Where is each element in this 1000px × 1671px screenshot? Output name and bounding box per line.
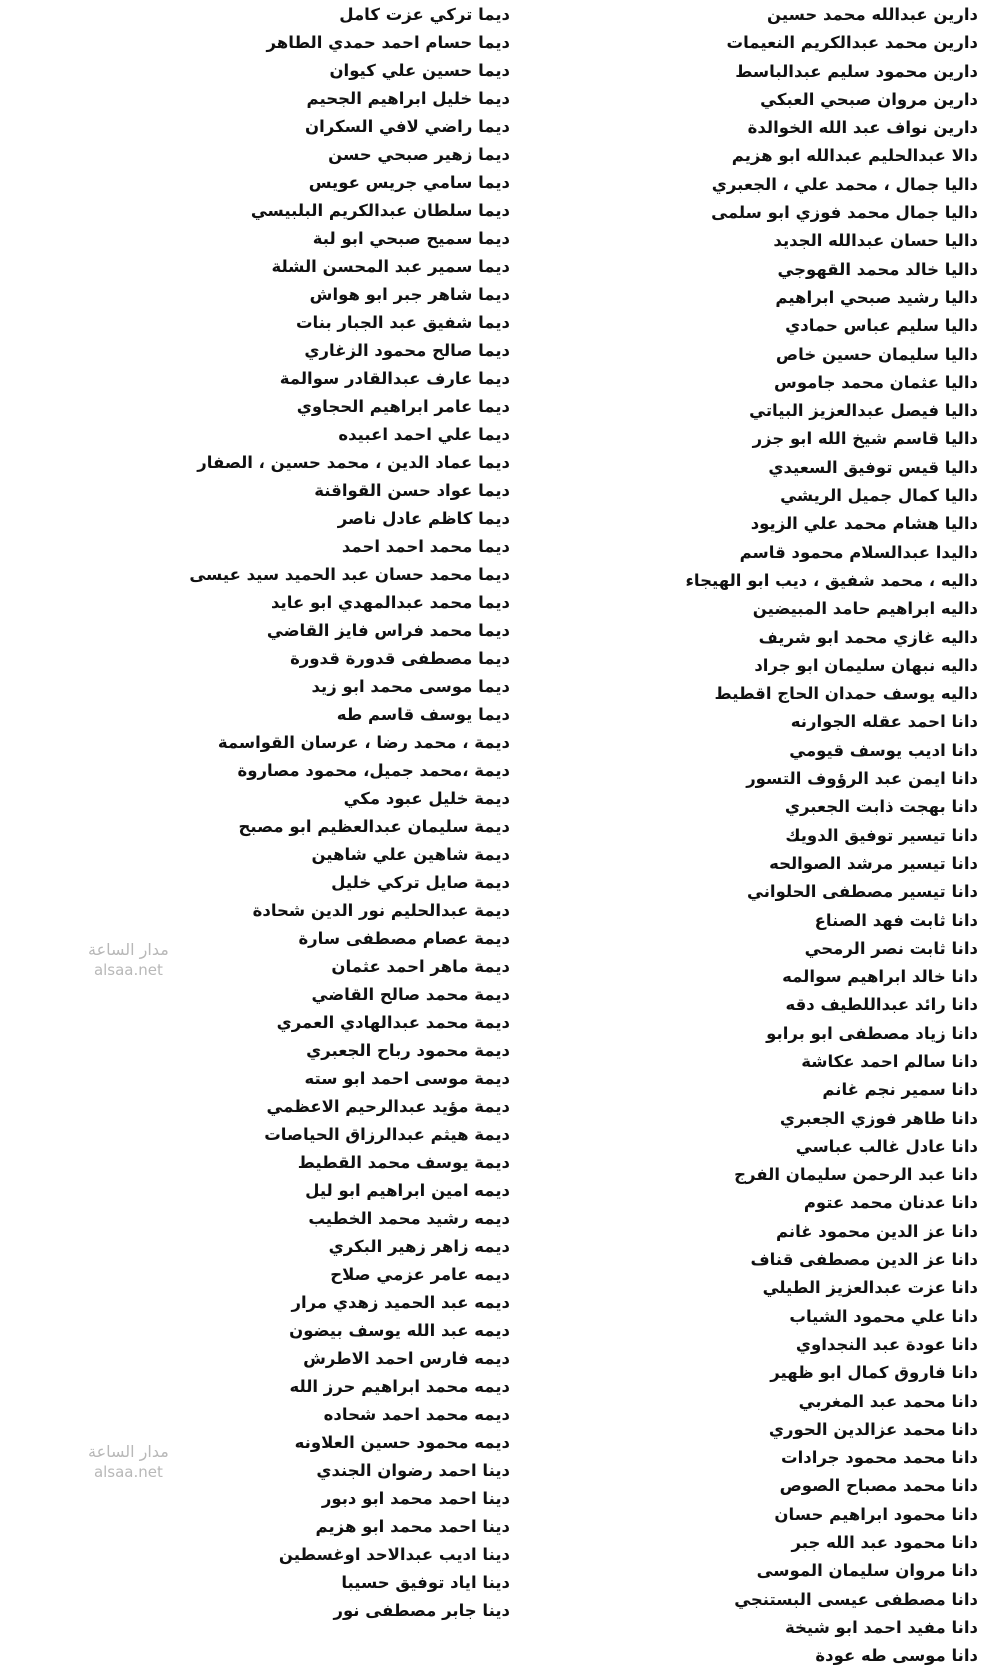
name-entry: داليا فيصل عبدالعزيز البياتي — [749, 401, 978, 421]
name-entry: ديمه محمود حسين العلاونه — [294, 1433, 510, 1452]
name-entry: دانا طاهر فوزي الجعبري — [779, 1108, 978, 1128]
name-entry: دينا جابر مصطفى نور — [333, 1601, 510, 1620]
name-entry: دينا احمد محمد ابو هزيم — [315, 1517, 510, 1536]
name-entry: دانا محمد مصباح الصوص — [779, 1476, 978, 1496]
name-entry: دانا تيسير مصطفى الحلواني — [747, 882, 978, 902]
name-entry: ديما مصطفى قدورة قدورة — [290, 649, 510, 668]
name-entry: ديما محمد حسان عبد الحميد سيد عيسى — [189, 565, 510, 584]
name-entry: داليا جمال ، محمد علي ، الجعبري — [711, 174, 978, 194]
name-entry: ديمة سليمان عبدالعظيم ابو مصبح — [238, 817, 510, 836]
name-entry: دارين محمود سليم عبدالباسط — [735, 61, 978, 81]
watermark-arabic: مدار الساعة — [88, 1442, 169, 1461]
name-entry: دانا محمد محمود جرادات — [781, 1448, 978, 1468]
name-entry: دانا تيسير توفيق الدويك — [785, 825, 978, 845]
name-entry: داليا خالد محمد القهوجي — [777, 259, 978, 279]
name-entry: ديمة يوسف محمد القطيط — [297, 1153, 510, 1172]
name-entry: ديمة شاهين علي شاهين — [311, 845, 510, 864]
name-entry: داليا قاسم شيخ الله ابو جزر — [752, 429, 978, 449]
name-entry: ديما سلطان عبدالكريم البلبيسي — [250, 201, 510, 220]
names-column-right — [578, 1, 978, 1671]
name-entry: دانا عدنان محمد عتوم — [803, 1193, 978, 1213]
name-entry: دانا احمد عقله الجوارنه — [790, 712, 978, 732]
watermark — [88, 1442, 169, 1482]
name-entry: داليه غازي محمد ابو شريف — [758, 627, 978, 647]
name-entry: دانا خالد ابراهيم سوالمه — [782, 967, 978, 987]
name-entry: دانا مفيد احمد ابو شيخة — [784, 1617, 978, 1637]
name-entry: داليا سليم عباس حمادي — [785, 316, 978, 336]
name-entry: دالا عبدالحليم عبدالله ابو هزيم — [731, 146, 978, 166]
name-entry: داليا هشام محمد علي الزيود — [750, 514, 978, 534]
name-entry: داليه ، محمد شفيق ، ديب ابو الهيجاء — [685, 570, 978, 590]
name-entry: داليا سليمان حسين خاص — [775, 344, 978, 364]
name-entry: ديما سميح صبحي ابو لبة — [312, 229, 510, 248]
watermark-latin: alsaa.net — [93, 1463, 163, 1481]
name-entry: ديما سمير عبد المحسن الشلة — [271, 257, 510, 276]
name-entry: دانا عبد الرحمن سليمان الفرج — [734, 1165, 978, 1185]
name-entry: ديما حسام احمد حمدي الطاهر — [266, 33, 510, 52]
name-entry: ديما يوسف قاسم طه — [336, 705, 510, 724]
name-entry: دينا احمد محمد ابو دبور — [321, 1489, 510, 1508]
name-entry: دانا ثابت نصر الرمحي — [804, 938, 978, 958]
name-entry: دانا عادل غالب عباسي — [795, 1136, 978, 1156]
name-entry: ديمة ،محمد جميل، محمود مصاروة — [237, 761, 510, 780]
name-entry: ديمه عامر عزمي صلاح — [330, 1265, 510, 1284]
name-entry: ديمة عصام مصطفى سارة — [298, 929, 510, 948]
name-entry: ديما تركي عزت كامل — [339, 5, 510, 24]
name-entry: دانا زياد مصطفى ابو برابو — [766, 1023, 978, 1043]
name-entry: دينا احمد رضوان الجندي — [316, 1461, 510, 1480]
name-entry: دانا ايمن عبد الرؤوف التسور — [746, 769, 978, 789]
name-entry: ديمه عبد الحميد زهدي مرار — [291, 1293, 510, 1312]
name-entry: دانا محمود عبد الله جبر — [791, 1533, 978, 1553]
name-entry: ديما زهير صبحي حسن — [328, 145, 510, 164]
name-entry: دارين محمد عبدالكريم النعيمات — [726, 33, 978, 53]
watermark-arabic: مدار الساعة — [88, 940, 169, 959]
watermark-latin: alsaa.net — [93, 961, 163, 979]
name-entry: دانا مروان سليمان الموسى — [756, 1561, 978, 1581]
name-entry: ديمة مؤيد عبدالرحيم الاعظمي — [266, 1097, 510, 1116]
name-entry: دانا محمد عزالدين الحوري — [768, 1419, 978, 1439]
name-entry: دارين نواف عبد الله الخوالدة — [747, 118, 978, 138]
name-entry: ديما محمد عبدالمهدي ابو عايد — [271, 593, 510, 612]
name-entry: داليه نبهان سليمان ابو جراد — [754, 655, 978, 675]
name-entry: ديمة موسى احمد ابو سته — [304, 1069, 510, 1088]
name-entry: داليا رشيد صبحي ابراهيم — [775, 287, 978, 307]
name-entry: داليا كمال جميل الريشي — [780, 486, 978, 506]
name-entry: ديما عارف عبدالقادر سوالمة — [279, 369, 510, 388]
name-entry: ديمه زاهر زهير البكري — [328, 1237, 510, 1256]
name-entry: ديما عماد الدين ، محمد حسين ، الصفار — [197, 453, 510, 472]
name-entry: دانا عودة عبد النجداوي — [795, 1334, 978, 1354]
name-entry: دانا محمود ابراهيم حسان — [774, 1504, 978, 1524]
name-entry: ديما حسين علي كيوان — [329, 61, 510, 80]
name-entry: ديما محمد احمد احمد — [341, 537, 510, 556]
name-entry: ديمة محمد صالح القاضي — [311, 985, 510, 1004]
name-entry: دانا عز الدين محمود غانم — [775, 1221, 978, 1241]
name-entry: دانا فاروق كمال ابو ظهير — [770, 1363, 978, 1383]
name-entry: دانا ثابت فهد الصناع — [814, 910, 978, 930]
name-entry: دارين مروان صبحي العبكي — [760, 89, 978, 109]
name-entry: ديما شاهر جبر ابو هواش — [309, 285, 510, 304]
name-entry: ديمة ماهر احمد عثمان — [331, 957, 510, 976]
name-entry: ديمه محمد احمد شحاده — [323, 1405, 510, 1424]
name-entry: دانا علي محمود الشياب — [789, 1306, 978, 1326]
name-entry: دانا مصطفى عيسى البستنجي — [734, 1589, 978, 1609]
name-entry: ديما عامر ابراهيم الحجاوي — [296, 397, 510, 416]
name-entry: ديما سامي جريس عويس — [308, 173, 510, 192]
name-entry: ديمه فارس احمد الاطرش — [303, 1349, 510, 1368]
name-entry: ديما كاظم عادل ناصر — [337, 509, 510, 528]
name-entry: ديما عواد حسن القواقنة — [314, 481, 510, 500]
name-entry: ديما خليل ابراهيم الجحيم — [306, 89, 510, 108]
name-entry: ديما راضي لافي السكران — [305, 117, 510, 136]
names-column-left — [40, 1, 510, 1625]
name-entry: دانا عزت عبدالعزيز الطيلي — [762, 1278, 978, 1298]
name-entry: دينا اديب عبدالاحد اوغسطين — [278, 1545, 510, 1564]
name-entry: ديمة محمود رباح الجعبري — [306, 1041, 510, 1060]
name-entry: دينا اياد توفيق حسيبا — [341, 1573, 510, 1592]
name-entry: ديمة ، محمد رضا ، عرسان القواسمة — [217, 733, 510, 752]
name-entry: ديما شفيق عبد الجبار بنات — [295, 313, 510, 332]
name-entry: دانا عز الدين مصطفى قناف — [750, 1250, 978, 1270]
name-entry: دانا اديب يوسف قيومي — [789, 740, 978, 760]
name-entry: داليدا عبدالسلام محمود قاسم — [739, 542, 978, 562]
name-entry: ديمة خليل عبود مكي — [343, 789, 510, 808]
name-entry: دانا موسى طه عودة — [815, 1646, 978, 1666]
name-entry: ديمة صايل تركي خليل — [331, 873, 510, 892]
name-entry: ديما صالح محمود الزغاري — [304, 341, 510, 360]
name-entry: داليا قيس توفيق السعيدي — [768, 457, 978, 477]
name-entry: ديمة محمد عبدالهادي العمري — [276, 1013, 510, 1032]
name-entry: داليا حسان عبدالله الجديد — [773, 231, 978, 251]
name-entry: ديمه رشيد محمد الخطيب — [308, 1209, 510, 1228]
name-entry: دانا سالم احمد عكاشة — [801, 1051, 978, 1071]
name-entry: دانا محمد عبد المغربي — [798, 1391, 978, 1411]
name-entry: دانا بهجت ذابت الجعبري — [784, 797, 978, 817]
name-entry: دانا تيسير مرشد الصوالحه — [769, 853, 978, 873]
name-entry: داليه يوسف حمدان الحاج اقطيط — [714, 684, 978, 704]
name-entry: دانا سمير نجم غانم — [822, 1080, 978, 1100]
name-entry: دارين عبدالله محمد حسين — [767, 5, 978, 24]
watermark — [88, 940, 169, 980]
name-entry: ديمة هيثم عبدالرزاق الحياصات — [264, 1125, 510, 1144]
name-entry: ديمه امين ابراهيم ابو ليل — [305, 1181, 510, 1200]
name-entry: ديمة عبدالحليم نور الدين شحادة — [252, 901, 510, 920]
name-entry: داليه ابراهيم حامد المبيضين — [752, 599, 978, 619]
name-entry: ديمه عبد الله يوسف بيضون — [289, 1321, 510, 1340]
name-entry: ديمه محمد ابراهيم حرز الله — [289, 1377, 510, 1396]
name-entry: داليا جمال محمد فوزي ابو سلمى — [711, 203, 978, 223]
name-entry: ديما علي احمد اعبيده — [338, 425, 510, 444]
name-entry: ديما موسى محمد ابو زيد — [311, 677, 510, 696]
name-entry: ديما محمد فراس فايز القاضي — [266, 621, 510, 640]
name-entry: داليا عثمان محمد جاموس — [774, 372, 978, 392]
name-entry: دانا رائد عبداللطيف دقه — [785, 995, 978, 1015]
